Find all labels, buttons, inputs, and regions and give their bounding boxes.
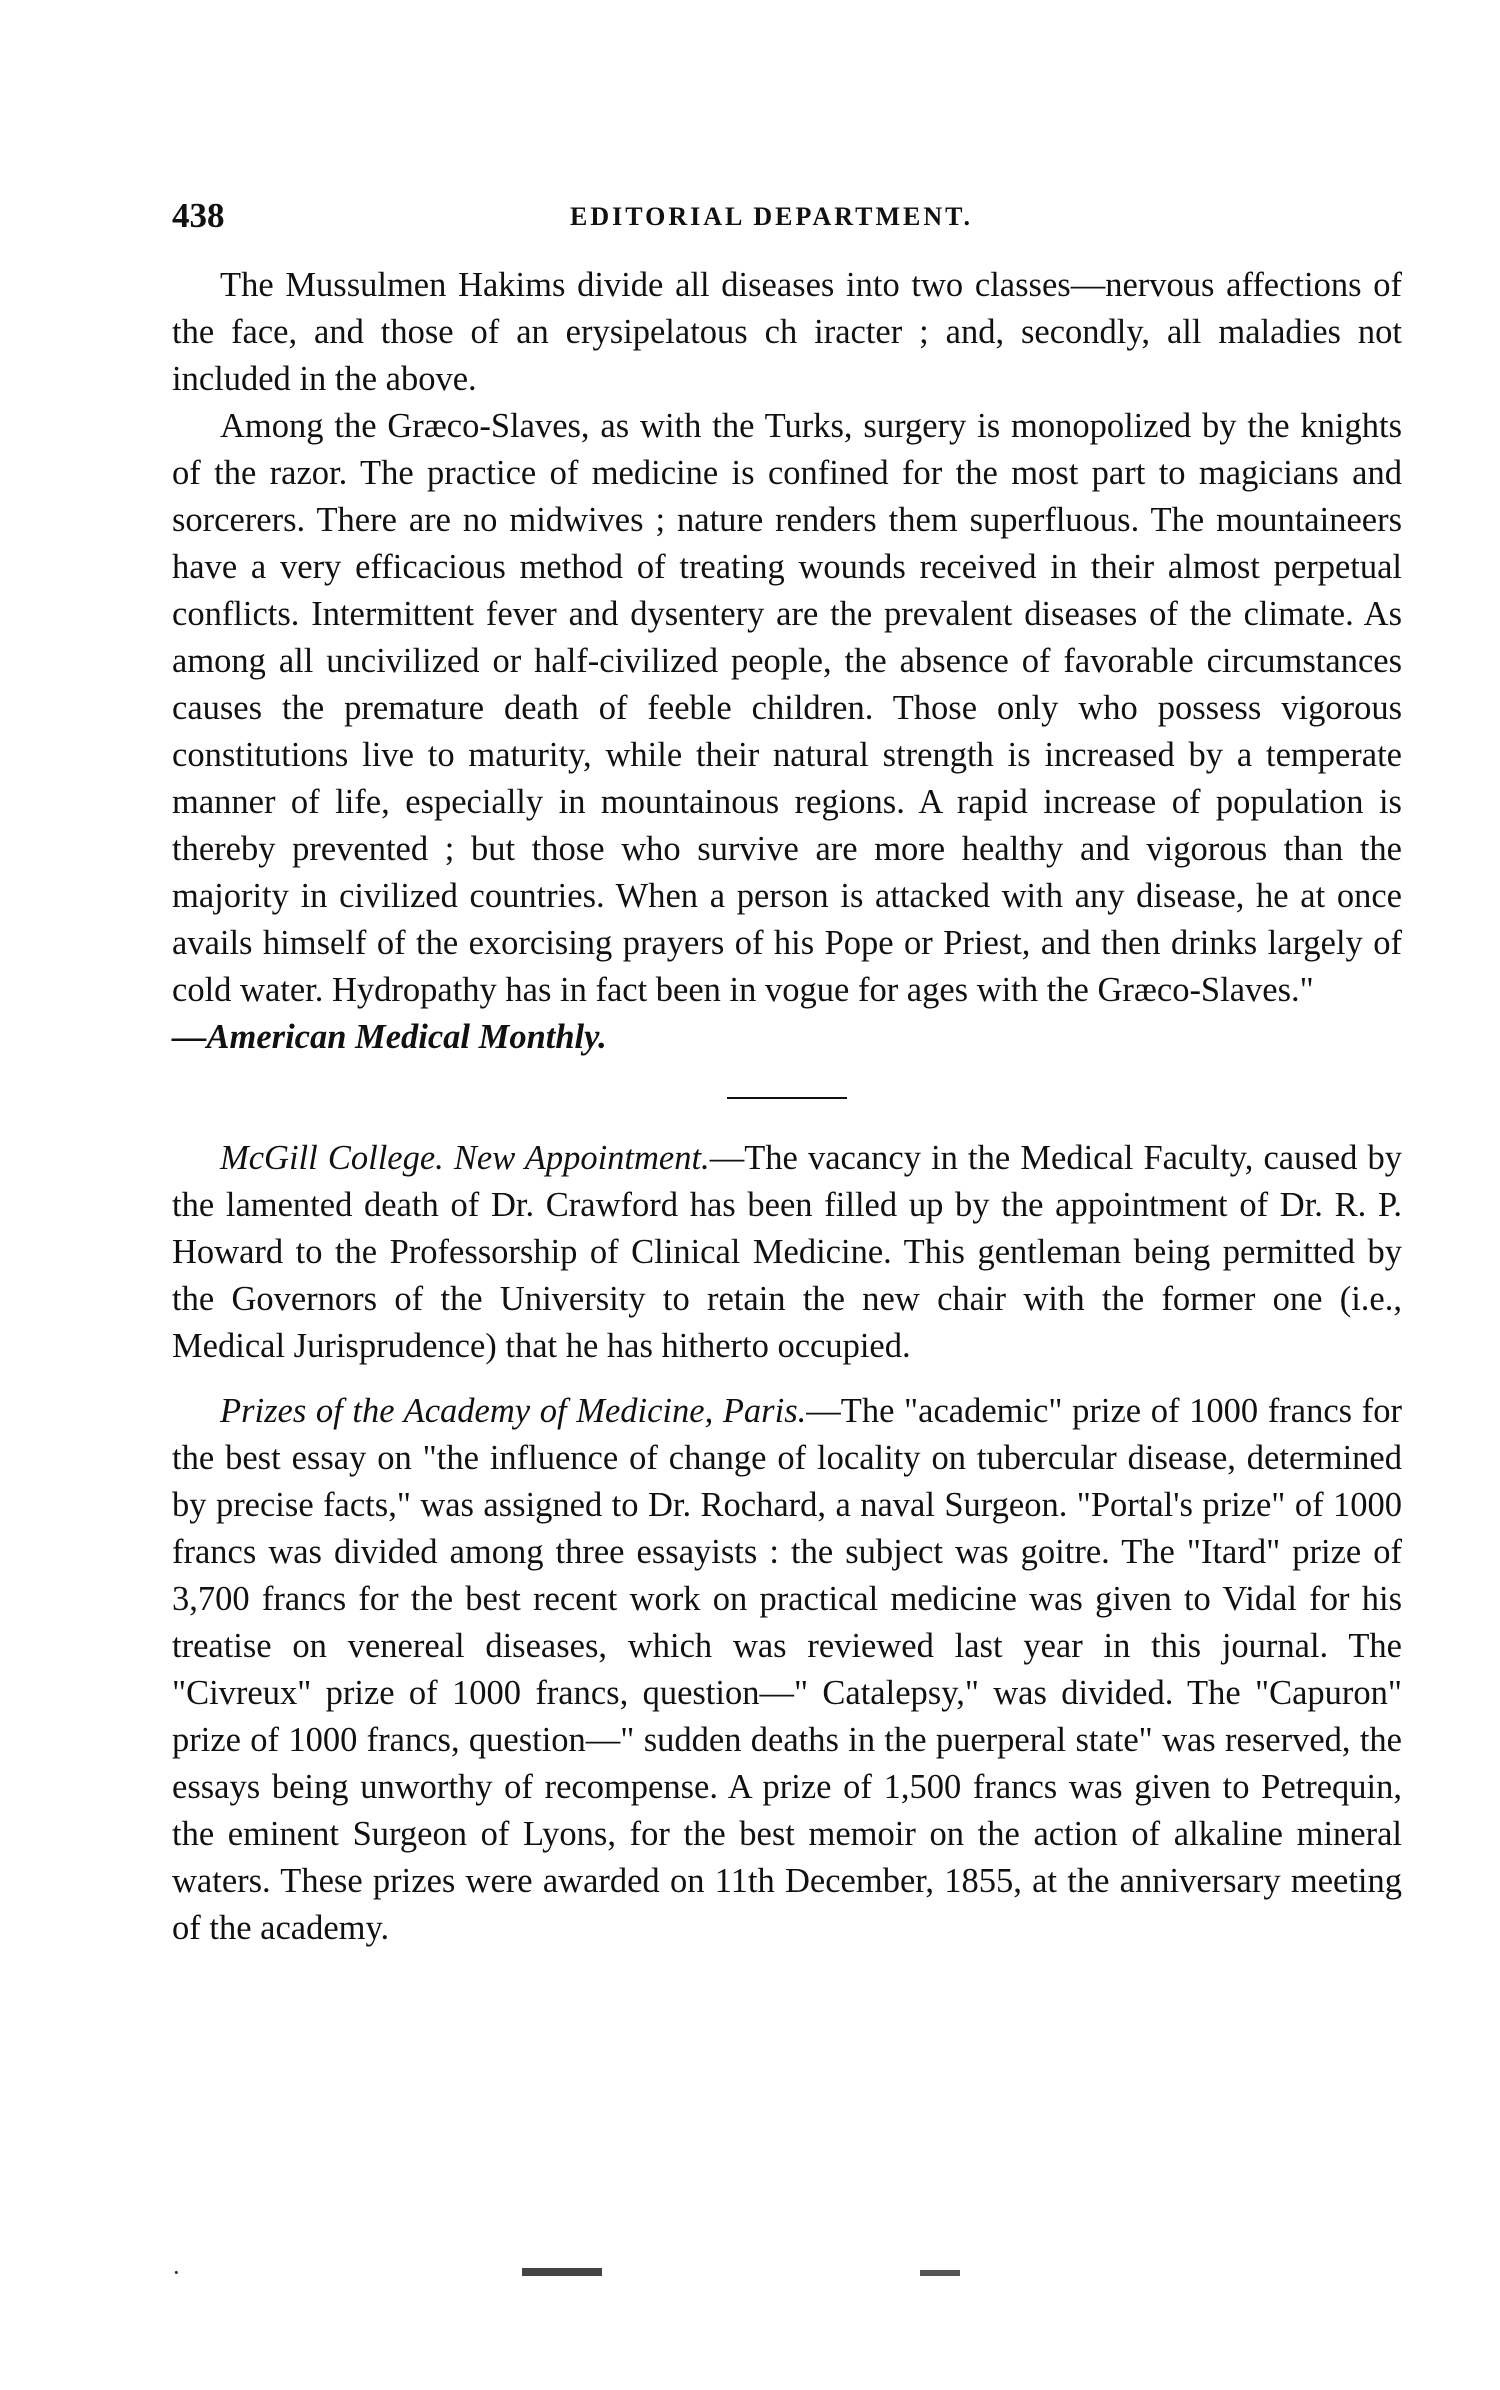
- news-item-text: —The vacancy in the Medical Faculty, caused by the lamented death of Dr. Crawford has been filled up by the appointment of Dr. R. P. Howard to the Professorship of Clinical Medicine. This gentleman being permitted by the Governors of the University to retain the new chair with the former one (i.e., Medical Jurisprudence) that he has hitherto occupied.: [172, 1139, 1402, 1365]
- page-number: 438: [172, 196, 225, 235]
- ink-mark: [522, 2268, 602, 2276]
- body-text: [172, 262, 1402, 1952]
- article-paragraph: The Mussulmen Hakims divide all diseases into two classes—nervous affections of the face, and those of an erysipelatous ch iracter ; and, secondly, all maladies not included in the above.: [172, 266, 1402, 398]
- section-divider: [727, 1097, 847, 1099]
- news-item-mcgill: [172, 1135, 1402, 1370]
- news-item-heading: Prizes of the Academy of Medicine, Paris.: [220, 1392, 807, 1430]
- footer-smudges: [172, 2258, 1402, 2288]
- news-item-heading: McGill College. New Appointment.: [220, 1139, 710, 1177]
- ink-mark: [920, 2270, 960, 2276]
- page-header: [172, 196, 1402, 236]
- news-item-text: —The "academic" prize of 1000 francs for the best essay on "the influence of change of locality on tubercular disease, determined by precise facts," was assigned to Dr. Rochard, a naval Surgeon. "Portal's prize" of 1000 francs was divided among three essayists : the subject was goitre. The "Itard" prize of 3,700 francs for the best recent work on practical medicine was given to Vidal for his treatise on venereal diseases, which was reviewed last year in this journal. The "Civreux" prize of 1000 francs, question—" Catalepsy," was divided. The "Capuron" prize of 1000 francs, question—" sudden deaths in the puerperal state" was reserved, the essays being unworthy of recompense. A prize of 1,500 francs was given to Petrequin, the eminent Surgeon of Lyons, for the best memoir on the action of alkaline mineral waters. These prizes were awarded on 11th December, 1855, at the anniversary meeting of the academy.: [172, 1392, 1402, 1947]
- article-paragraph: Among the Græco-Slaves, as with the Turks, surgery is monopolized by the knights of the razor. The practice of medicine is confined for the most part to magicians and sorcerers. There are no midwives ; nature renders them superfluous. The mountaineers have a very efficacious method of treating wounds received in their almost perpetual conflicts. Intermittent fever and dysentery are the prevalent diseases of the climate. As among all uncivilized or half-civilized people, the absence of favorable circumstances causes the premature death of feeble children. Those only who possess vigorous constitutions live to maturity, while their natural strength is increased by a temperate manner of life, especially in mountainous regions. A rapid increase of population is thereby prevented ; but those who survive are more healthy and vigorous than the majority in civilized countries. When a person is attacked with any disease, he at once avails himself of the exorcising prayers of his Pope or Priest, and then drinks largely of cold water. Hydropathy has in fact been in vogue for ages with the Græco-Slaves.": [172, 407, 1402, 1009]
- article-source: [172, 1014, 1402, 1061]
- news-item-prizes: [172, 1388, 1402, 1952]
- paragraph-gap: [172, 1370, 1402, 1388]
- ink-mark: ·: [172, 2258, 181, 2287]
- running-head: EDITORIAL DEPARTMENT.: [570, 202, 974, 231]
- source-citation: —American Medical Monthly.: [172, 1018, 607, 1056]
